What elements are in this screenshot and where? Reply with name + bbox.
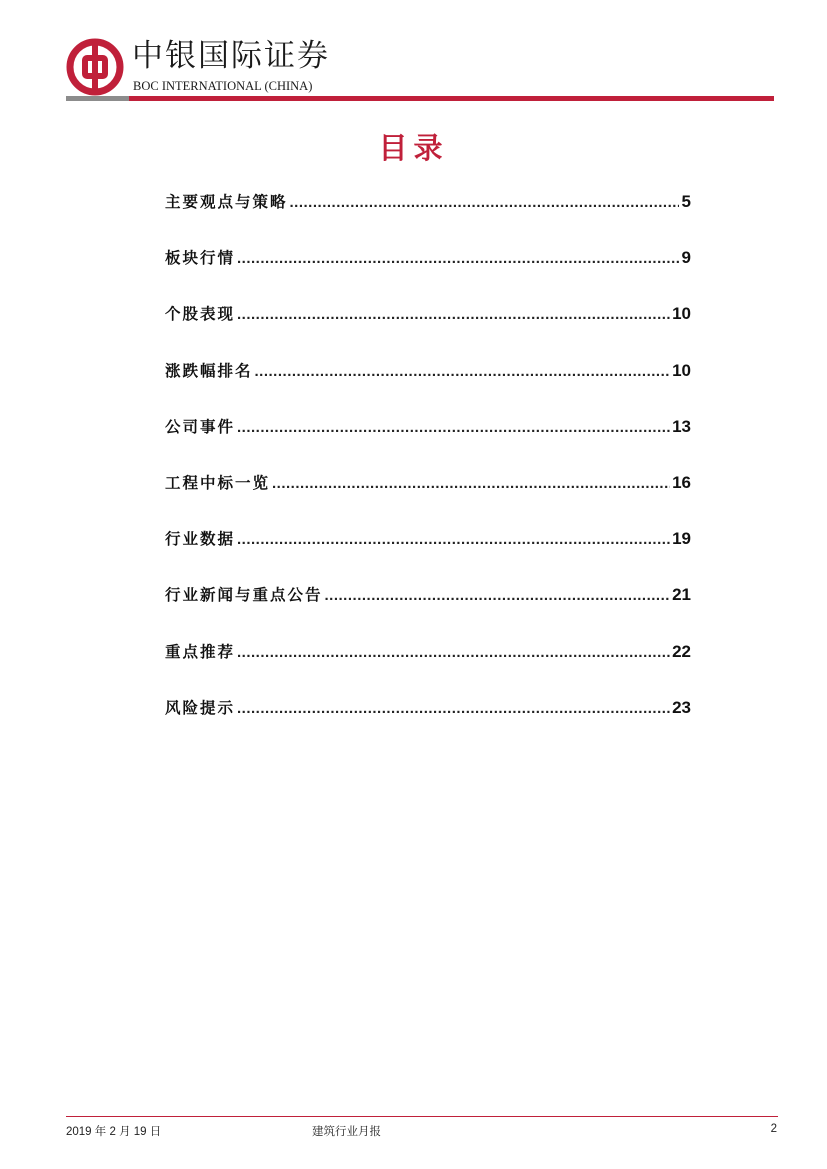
toc-entry-page: 19 (672, 529, 691, 549)
toc-entry-label: 个股表现 (165, 305, 236, 324)
toc-entry[interactable] (165, 246, 691, 302)
footer-divider (66, 1116, 778, 1117)
toc-dot-leader (237, 306, 670, 323)
toc-entry-label: 板块行情 (165, 249, 236, 268)
toc-dot-leader (272, 475, 670, 492)
toc-dot-leader (237, 250, 679, 267)
toc-entry[interactable] (165, 415, 691, 471)
toc-entry-page: 9 (681, 248, 691, 268)
toc-entry-label: 工程中标一览 (165, 473, 271, 492)
footer-date: 2019 年 2 月 19 日 (66, 1126, 162, 1138)
toc-entry-page: 5 (681, 192, 691, 211)
toc-entry[interactable] (165, 640, 691, 696)
header-divider-gray (66, 96, 129, 101)
footer-report-title: 建筑行业月报 (312, 1124, 381, 1138)
toc-entry-page: 22 (672, 641, 691, 661)
toc-entry-page: 10 (672, 304, 691, 324)
toc-dot-leader (255, 363, 671, 380)
table-of-contents (165, 190, 691, 752)
toc-entry-label: 重点推荐 (165, 642, 236, 661)
toc-entry[interactable] (165, 302, 691, 358)
toc-title: 目录 (378, 131, 449, 165)
toc-dot-leader (237, 644, 670, 661)
brand-name-english: BOC INTERNATIONAL (CHINA) (133, 79, 313, 93)
page-header (66, 34, 774, 104)
toc-entry-label: 行业新闻与重点公告 (165, 586, 323, 605)
toc-dot-leader (325, 587, 671, 604)
toc-entry-label: 行业数据 (165, 530, 236, 549)
toc-entry-page: 13 (672, 416, 691, 436)
toc-entry[interactable] (165, 583, 691, 639)
toc-entry-label: 公司事件 (165, 417, 236, 436)
toc-entry[interactable] (165, 527, 691, 583)
toc-entry-label: 涨跌幅排名 (165, 361, 253, 380)
boc-logo-icon (66, 38, 124, 96)
toc-entry[interactable] (165, 359, 691, 415)
toc-dot-leader (290, 194, 679, 211)
toc-entry-page: 10 (672, 360, 691, 380)
toc-entry-page: 16 (672, 472, 691, 492)
toc-entry[interactable] (165, 190, 691, 246)
footer-page-number: 2 (770, 1123, 777, 1135)
brand-name-chinese: 中银国际证券 (132, 38, 330, 74)
toc-entry[interactable] (165, 696, 691, 752)
toc-dot-leader (237, 419, 670, 436)
toc-dot-leader (237, 700, 670, 717)
toc-entry-label: 主要观点与策略 (165, 193, 288, 211)
toc-dot-leader (237, 531, 670, 548)
toc-entry-label: 风险提示 (165, 698, 236, 717)
toc-entry-page: 23 (672, 697, 691, 717)
toc-entry[interactable] (165, 471, 691, 527)
header-divider-red (129, 96, 774, 101)
toc-entry-page: 21 (672, 585, 691, 605)
